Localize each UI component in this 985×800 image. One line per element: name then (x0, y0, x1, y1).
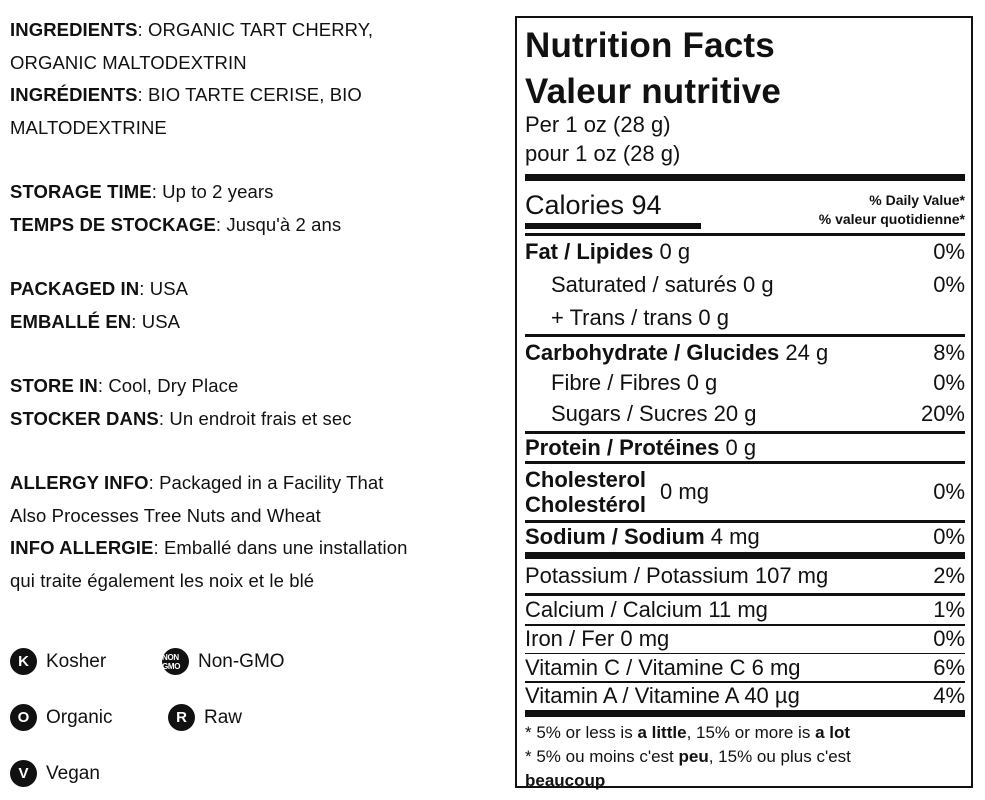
footnote-en-text-a: * 5% or less is (525, 722, 638, 742)
store-fr-line (10, 403, 500, 436)
badge-kosher (10, 648, 106, 675)
sugars-dv: 20% (920, 401, 965, 426)
cholesterol-dv: 0% (933, 479, 965, 504)
sodium-name: Sodium / Sodium (525, 523, 705, 549)
trans-row (525, 302, 965, 334)
calcium-dv: 1% (933, 597, 965, 622)
potassium-name: Potassium / Potassium 107 mg (525, 563, 829, 588)
saturated-row (525, 268, 965, 302)
calcium-name: Calcium / Calcium 11 mg (525, 597, 768, 622)
saturated-name: Saturated / saturés 0 g (551, 272, 774, 297)
storage-line (10, 176, 500, 209)
allergy-value-2: Also Processes Tree Nuts and Wheat (10, 504, 321, 526)
packaged-fr-value: : USA (131, 310, 181, 332)
ingredients-label: INGREDIENTS (10, 19, 138, 40)
calories-value: Calories 94 (525, 190, 662, 220)
daily-value-header (819, 191, 965, 229)
store-fr-value: : Un endroit frais et sec (158, 407, 352, 429)
allergy-value: : Packaged in a Facility That (148, 472, 384, 493)
cholesterol-name-en: Cholesterol (525, 467, 647, 492)
badge-label: Vegan (46, 762, 100, 784)
ingredients-line (10, 14, 500, 47)
badge-vegan (10, 760, 100, 787)
allergy-fr-line-2 (10, 565, 500, 598)
carb-amount: 24 g (779, 340, 829, 365)
iron-dv: 0% (933, 626, 965, 651)
packaged-value: : USA (139, 278, 189, 299)
allergy-fr-value: : Emballé dans une installation (153, 537, 408, 558)
fat-name: Fat / Lipides (525, 239, 654, 264)
allergy-fr-line (10, 532, 500, 565)
footnote-en-text-d: a lot (815, 722, 851, 742)
nutrition-title-fr: Valeur nutritive (525, 72, 782, 111)
kosher-icon: K (10, 648, 37, 675)
store-value: : Cool, Dry Place (97, 375, 239, 396)
footnote-fr-text-b: peu (678, 746, 709, 766)
trans-name: + Trans / trans 0 g (551, 305, 729, 330)
carb-dv: 8% (933, 340, 965, 365)
protein-amount: 0 g (719, 434, 757, 460)
fat-row (525, 236, 965, 268)
store-fr-label: STOCKER DANS (10, 407, 159, 429)
store-label: STORE IN (10, 375, 98, 396)
ingredients-fr-value-2: MALTODEXTRINE (10, 116, 167, 138)
fibre-name: Fibre / Fibres 0 g (551, 370, 718, 395)
footnote-fr-text-d: beaucoup (525, 770, 606, 790)
non-gmo-icon: NON GMO (162, 648, 189, 675)
fibre-row (525, 369, 965, 397)
storage-fr-value: : Jusqu'à 2 ans (215, 213, 342, 235)
packaged-label: PACKAGED IN (10, 278, 140, 299)
certification-badges (10, 648, 340, 798)
nutrition-title-en: Nutrition Facts (525, 26, 775, 65)
allergy-line-2 (10, 500, 500, 533)
allergy-fr-label: INFO ALLERGIE (10, 537, 154, 558)
vitamin-c-dv: 6% (933, 654, 965, 680)
saturated-dv: 0% (933, 272, 965, 297)
raw-icon: R (168, 704, 195, 731)
ingredients-fr-label: INGRÉDIENTS (10, 84, 138, 105)
dv-header-en: % Daily Value* (869, 192, 965, 208)
iron-name: Iron / Fer 0 mg (525, 626, 670, 651)
packaged-fr-label: EMBALLÉ EN (10, 310, 132, 332)
footnote-en-text-b: a little (637, 722, 687, 742)
fat-amount: 0 g (653, 239, 691, 264)
vitamin-c-row (525, 654, 965, 681)
ingredients-fr-value: : BIO TARTE CERISE, BIO (137, 84, 362, 105)
carb-name: Carbohydrate / Glucides (525, 340, 780, 365)
potassium-row (525, 559, 965, 593)
badge-label: Kosher (46, 650, 107, 672)
badge-label: Organic (46, 706, 113, 728)
footnote-en-text-c: , 15% or more is (686, 722, 816, 742)
fibre-dv: 0% (933, 370, 965, 395)
sugars-row (525, 397, 965, 431)
storage-label: STORAGE TIME (10, 181, 152, 202)
vitamin-a-name: Vitamin A / Vitamine A 40 µg (525, 683, 800, 708)
footnote-fr-text-a: * 5% ou moins c'est (525, 746, 679, 766)
footnote-fr (525, 745, 965, 769)
allergy-fr-value-2: qui traite également les noix et le blé (10, 569, 315, 591)
ingredients-line-2 (10, 47, 500, 80)
nutrition-facts-table (515, 16, 973, 788)
storage-value: : Up to 2 years (151, 181, 274, 202)
iron-row (525, 626, 965, 653)
sodium-dv: 0% (933, 523, 965, 549)
sodium-row (525, 523, 965, 550)
allergy-line (10, 467, 500, 500)
cholesterol-name-fr: Cholestérol (525, 492, 647, 517)
fat-dv: 0% (933, 239, 965, 264)
footnote-en (525, 721, 965, 745)
badge-raw (168, 704, 242, 731)
vitamin-c-name: Vitamin C / Vitamine C 6 mg (525, 654, 801, 680)
potassium-dv: 2% (933, 563, 965, 588)
badge-non-gmo (162, 648, 285, 675)
ingredients-value: : ORGANIC TART CHERRY, (137, 19, 374, 40)
sodium-amount: 4 mg (704, 523, 760, 549)
badge-label: Non-GMO (198, 650, 285, 672)
footnote (525, 721, 965, 793)
badge-label: Raw (204, 706, 243, 728)
carbohydrate-row (525, 337, 965, 369)
protein-row (525, 434, 965, 461)
storage-fr-label: TEMPS DE STOCKAGE (10, 213, 216, 235)
store-line (10, 370, 500, 403)
storage-fr-line (10, 209, 500, 242)
serving-size-fr: pour 1 oz (28 g) (525, 141, 681, 166)
cholesterol-amount: 0 mg (660, 479, 709, 504)
sugars-name: Sugars / Sucres 20 g (551, 401, 757, 426)
protein-name: Protein / Protéines (525, 434, 720, 460)
ingredients-fr-line (10, 79, 500, 112)
serving-size-en: Per 1 oz (28 g) (525, 112, 671, 137)
calories-row (525, 181, 965, 233)
footnote-fr-text-c: , 15% ou plus c'est (708, 746, 851, 766)
cholesterol-row (525, 464, 965, 520)
calcium-row (525, 596, 965, 624)
vegan-icon: V (10, 760, 37, 787)
dv-header-fr: % valeur quotidienne* (818, 211, 965, 227)
vitamin-a-dv: 4% (933, 683, 965, 708)
allergy-label: ALLERGY INFO (10, 472, 149, 493)
packaged-fr-line (10, 306, 500, 339)
vitamin-a-row (525, 683, 965, 710)
packaged-line (10, 273, 500, 306)
organic-icon: O (10, 704, 37, 731)
product-info (10, 14, 500, 597)
ingredients-fr-line-2 (10, 112, 500, 145)
badge-organic (10, 704, 113, 731)
ingredients-value-2: ORGANIC MALTODEXTRIN (10, 51, 247, 73)
